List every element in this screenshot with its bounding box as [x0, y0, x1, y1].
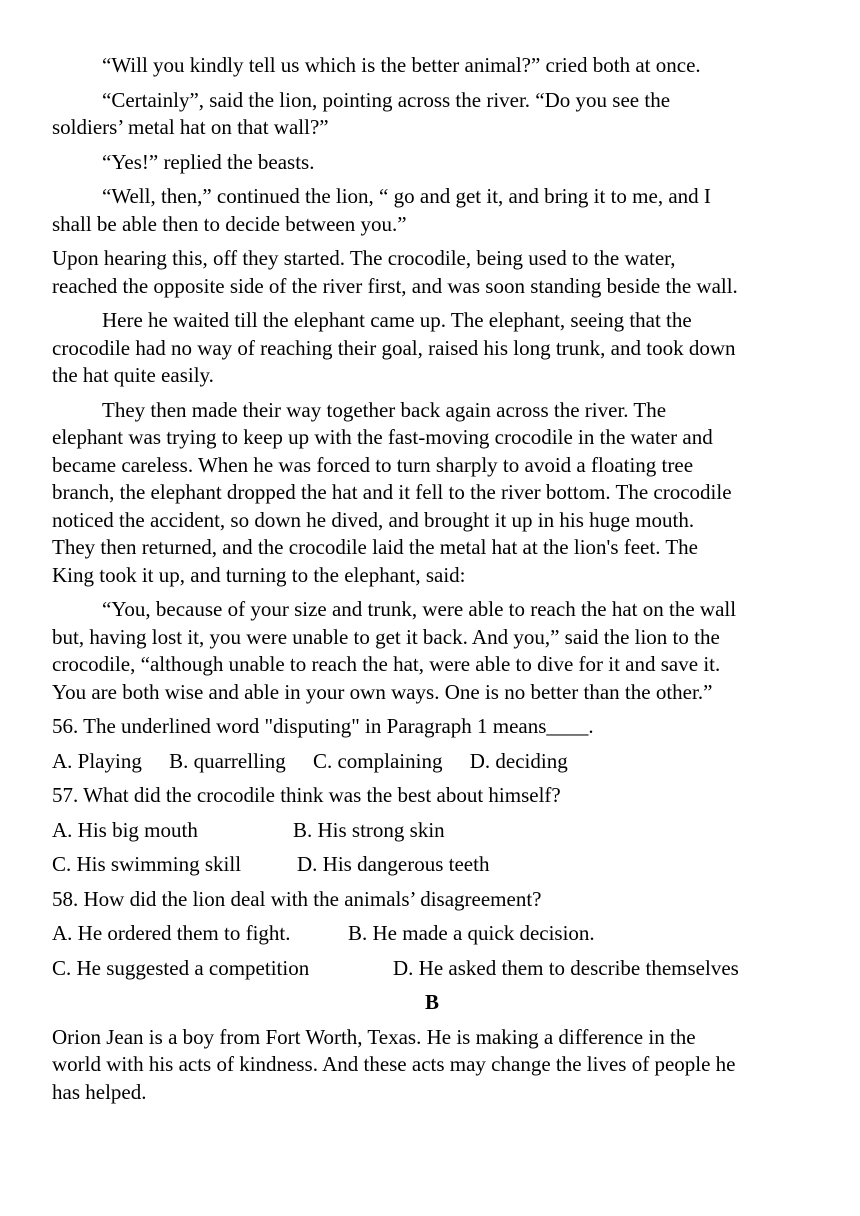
option-56-b: B. quarrelling — [169, 748, 286, 773]
story-paragraph — [52, 245, 812, 300]
story-line: “Yes!” replied the beasts. — [102, 149, 315, 174]
question-57-stem: 57. What did the crocodile think was the best about himself? — [52, 783, 561, 807]
story-paragraph — [52, 397, 812, 590]
story-line: King took it up, and turning to the elephant, said: — [52, 562, 466, 587]
option-58-b: B. He made a quick decision. — [348, 921, 595, 945]
story-line: the hat quite easily. — [52, 363, 214, 387]
story-line: “You, because of your size and trunk, were able to reach the hat on the wall — [102, 597, 737, 621]
story-line: Upon hearing this, off they started. The crocodile, being used to the water, — [52, 246, 676, 270]
question-57 — [52, 782, 812, 810]
story-line: became careless. When he was forced to turn sharply to avoid a floating tree — [52, 452, 694, 477]
option-57-a: A. His big mouth — [52, 817, 198, 842]
option-58-a: A. He ordered them to fight. — [52, 921, 291, 945]
question-58-options-row1 — [52, 920, 812, 948]
story-line: elephant was trying to keep up with the fast-moving crocodile in the water and — [52, 425, 713, 449]
story-line: branch, the elephant dropped the hat and it fell to the river bottom. The crocodile — [52, 480, 732, 504]
question-58-stem: 58. How did the lion deal with the animals’ disagreement? — [52, 886, 542, 911]
story-line: “Certainly”, said the lion, pointing across the river. “Do you see the — [102, 87, 671, 112]
option-56-c: C. complaining — [312, 748, 443, 773]
option-57-b: B. His strong skin — [293, 817, 445, 842]
story-paragraph — [52, 183, 812, 238]
question-58-options-row2 — [52, 955, 812, 983]
option-58-c: C. He suggested a competition — [52, 955, 310, 980]
story-line: noticed the accident, so down he dived, and brought it up in his huge mouth. — [52, 507, 695, 532]
story-line: Here he waited till the elephant came up. The elephant, seeing that the — [102, 308, 692, 332]
story-line: soldiers’ metal hat on that wall?” — [52, 115, 329, 139]
story-line: “Will you kindly tell us which is the better animal?” cried both at once. — [102, 53, 701, 77]
section-b-intro — [52, 1024, 812, 1107]
option-57-c: C. His swimming skill — [52, 852, 242, 876]
option-56-d: D. deciding — [469, 748, 568, 773]
section-b-heading: B — [424, 990, 439, 1014]
question-56 — [52, 713, 812, 741]
story-line: They then returned, and the crocodile laid the metal hat at the lion's feet. The — [52, 535, 698, 559]
option-58-d: D. He asked them to describe themselves — [393, 955, 739, 980]
question-56-options — [52, 748, 812, 776]
story-paragraph — [52, 52, 812, 80]
section-b-line: world with his acts of kindness. And these acts may change the lives of people he — [52, 1052, 736, 1076]
story-line: but, having lost it, you were unable to get it back. And you,” said the lion to the — [52, 624, 720, 649]
section-b-line: Orion Jean is a boy from Fort Worth, Texas. He is making a difference in the — [52, 1024, 696, 1049]
option-57-d: D. His dangerous teeth — [297, 852, 490, 876]
question-57-options-row2 — [52, 851, 812, 879]
story-paragraph — [52, 307, 812, 390]
question-57-options-row1 — [52, 817, 812, 845]
story-paragraph — [52, 87, 812, 142]
story-line: They then made their way together back again across the river. The — [102, 397, 667, 422]
story-line: reached the opposite side of the river first, and was soon standing beside the wall. — [52, 273, 738, 298]
story-text — [52, 52, 812, 706]
question-56-stem: 56. The underlined word "disputing" in Paragraph 1 means____. — [52, 714, 594, 738]
document-page — [52, 52, 812, 1113]
story-line: “Well, then,” continued the lion, “ go and get it, and bring it to me, and I — [102, 184, 711, 208]
story-paragraph — [52, 149, 812, 177]
story-line: You are both wise and able in your own ways. One is no better than the other.” — [52, 679, 713, 704]
story-paragraph — [52, 596, 812, 706]
question-58 — [52, 886, 812, 914]
option-56-a: A. Playing — [52, 748, 142, 773]
story-line: crocodile had no way of reaching their goal, raised his long trunk, and took down — [52, 335, 736, 360]
section-b-line: has helped. — [52, 1079, 147, 1104]
story-line: crocodile, “although unable to reach the hat, were able to dive for it and save it. — [52, 652, 721, 676]
story-line: shall be able then to decide between you.” — [52, 211, 407, 236]
